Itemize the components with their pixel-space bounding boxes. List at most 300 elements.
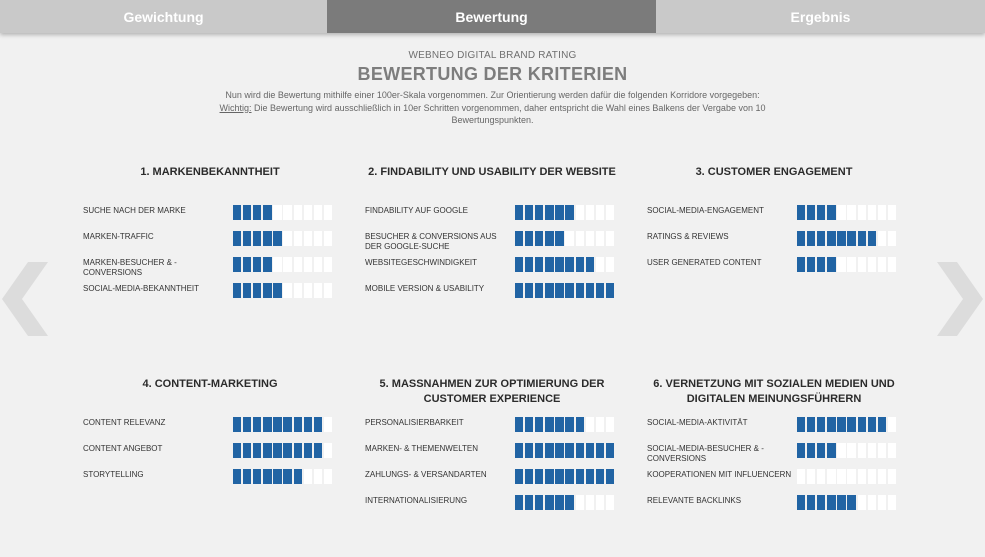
rating-bar-80[interactable] xyxy=(868,205,876,220)
criterion-row xyxy=(362,495,622,513)
rating-bar-70[interactable] xyxy=(858,469,866,484)
criterion-label: FINDABILITY AUF GOOGLE xyxy=(365,206,468,215)
rating-bar-20[interactable] xyxy=(807,417,815,432)
rating-bar-30[interactable] xyxy=(817,469,825,484)
rating-bar-30[interactable] xyxy=(817,231,825,246)
rating-bar-90[interactable] xyxy=(878,205,886,220)
rating-bar-10[interactable] xyxy=(797,469,805,484)
criterion-label: STORYTELLING xyxy=(83,470,144,479)
rating-bar-70[interactable] xyxy=(294,443,302,458)
rating-bar-20[interactable] xyxy=(525,231,533,246)
rating-bar-50[interactable] xyxy=(273,283,281,298)
rating-bar-group xyxy=(797,205,898,220)
rating-bar-10[interactable] xyxy=(515,469,523,484)
category-title: 2. FINDABILITY UND USABILITY DER WEBSITE xyxy=(368,166,616,178)
criterion-row xyxy=(644,417,904,435)
rating-bar-20[interactable] xyxy=(525,257,533,272)
criterion-label: RELEVANTE BACKLINKS xyxy=(647,496,742,505)
rating-bar-50[interactable] xyxy=(555,417,563,432)
rating-bar-20[interactable] xyxy=(525,417,533,432)
rating-bar-90[interactable] xyxy=(596,231,604,246)
step-tabs xyxy=(0,0,985,33)
rating-bar-group xyxy=(233,469,334,484)
rating-bar-20[interactable] xyxy=(243,417,251,432)
criterion-label: CONTENT RELEVANZ xyxy=(83,418,166,427)
rating-bar-50[interactable] xyxy=(837,417,845,432)
page-title: BEWERTUNG DER KRITERIEN xyxy=(357,64,628,84)
rating-bar-30[interactable] xyxy=(253,417,261,432)
rating-bar-30[interactable] xyxy=(253,443,261,458)
rating-bar-group xyxy=(233,205,334,220)
rating-bar-80[interactable] xyxy=(586,205,594,220)
rating-bar-90[interactable] xyxy=(596,205,604,220)
rating-bar-80[interactable] xyxy=(304,417,312,432)
criterion-row xyxy=(80,231,340,249)
rating-bar-10[interactable] xyxy=(233,417,241,432)
rating-bar-30[interactable] xyxy=(535,231,543,246)
rating-bar-60[interactable] xyxy=(847,231,855,246)
rating-bar-60[interactable] xyxy=(565,205,573,220)
rating-bar-20[interactable] xyxy=(243,443,251,458)
rating-bar-70[interactable] xyxy=(858,417,866,432)
rating-bar-10[interactable] xyxy=(233,283,241,298)
rating-bar-70[interactable] xyxy=(576,231,584,246)
rating-bar-100[interactable] xyxy=(888,205,896,220)
criterion-label: KOOPERATIONEN MIT INFLUENCERN xyxy=(647,470,792,479)
rating-bar-80[interactable] xyxy=(304,257,312,272)
criterion-row xyxy=(644,231,904,249)
criterion-label: INTERNATIONALISIERUNG xyxy=(365,496,468,505)
rating-bar-60[interactable] xyxy=(283,443,291,458)
rating-bar-50[interactable] xyxy=(837,231,845,246)
rating-bar-20[interactable] xyxy=(525,205,533,220)
rating-bar-70[interactable] xyxy=(576,495,584,510)
rating-bar-70[interactable] xyxy=(576,283,584,298)
rating-bar-40[interactable] xyxy=(263,469,271,484)
rating-bar-60[interactable] xyxy=(565,469,573,484)
criterion-row xyxy=(362,231,622,249)
rating-bar-60[interactable] xyxy=(283,231,291,246)
rating-bar-40[interactable] xyxy=(263,283,271,298)
rating-bar-100[interactable] xyxy=(324,443,332,458)
rating-bar-90[interactable] xyxy=(314,257,322,272)
rating-bar-80[interactable] xyxy=(868,443,876,458)
criterion-label: CONTENT ANGEBOT xyxy=(83,444,163,453)
chevron-right-icon xyxy=(933,262,983,336)
prev-button[interactable] xyxy=(2,262,52,336)
rating-bar-50[interactable] xyxy=(837,495,845,510)
rating-bar-20[interactable] xyxy=(525,443,533,458)
category-title: 3. CUSTOMER ENGAGEMENT xyxy=(695,166,853,178)
category-title: 6. VERNETZUNG MIT SOZIALEN MEDIEN UND DIGITALEN MEINUNGSFÜHRERN xyxy=(653,378,895,405)
rating-bar-group xyxy=(515,257,616,272)
rating-bar-60[interactable] xyxy=(847,469,855,484)
rating-bar-60[interactable] xyxy=(565,495,573,510)
rating-bar-20[interactable] xyxy=(807,495,815,510)
rating-bar-90[interactable] xyxy=(314,231,322,246)
rating-bar-60[interactable] xyxy=(283,469,291,484)
rating-bar-60[interactable] xyxy=(565,283,573,298)
rating-bar-group xyxy=(797,469,898,484)
rating-bar-70[interactable] xyxy=(858,443,866,458)
rating-bar-10[interactable] xyxy=(233,205,241,220)
rating-bar-50[interactable] xyxy=(555,469,563,484)
rating-bar-90[interactable] xyxy=(314,417,322,432)
rating-bar-90[interactable] xyxy=(878,443,886,458)
tab-ergebnis[interactable]: Ergebnis xyxy=(656,0,985,33)
rating-bar-10[interactable] xyxy=(233,469,241,484)
rating-bar-80[interactable] xyxy=(868,257,876,272)
rating-bar-70[interactable] xyxy=(576,443,584,458)
criterion-label: RATINGS & REVIEWS xyxy=(647,232,729,241)
criterion-label: BESUCHER & CONVERSIONS AUS DER GOOGLE-SUCHE xyxy=(365,232,497,251)
page-kicker: WEBNEO DIGITAL BRAND RATING xyxy=(408,50,577,61)
rating-bar-60[interactable] xyxy=(283,417,291,432)
rating-bar-100[interactable] xyxy=(606,469,614,484)
rating-bar-100[interactable] xyxy=(888,257,896,272)
rating-bar-100[interactable] xyxy=(324,231,332,246)
criterion-row xyxy=(362,469,622,487)
rating-bar-80[interactable] xyxy=(304,283,312,298)
rating-bar-10[interactable] xyxy=(515,443,523,458)
rating-bar-group xyxy=(797,495,898,510)
rating-bar-30[interactable] xyxy=(535,495,543,510)
rating-bar-70[interactable] xyxy=(294,417,302,432)
rating-bar-80[interactable] xyxy=(586,469,594,484)
rating-bar-10[interactable] xyxy=(233,231,241,246)
rating-bar-20[interactable] xyxy=(807,205,815,220)
rating-bar-100[interactable] xyxy=(324,283,332,298)
rating-bar-100[interactable] xyxy=(606,417,614,432)
criterion-row xyxy=(80,205,340,223)
rating-bar-90[interactable] xyxy=(878,495,886,510)
rating-bar-20[interactable] xyxy=(525,495,533,510)
rating-bar-70[interactable] xyxy=(858,205,866,220)
rating-bar-100[interactable] xyxy=(888,231,896,246)
rating-bar-50[interactable] xyxy=(555,231,563,246)
criterion-row xyxy=(80,283,340,301)
rating-bar-40[interactable] xyxy=(263,417,271,432)
rating-bar-70[interactable] xyxy=(858,231,866,246)
criterion-row xyxy=(644,443,904,461)
rating-bar-80[interactable] xyxy=(586,231,594,246)
criterion-label: SUCHE NACH DER MARKE xyxy=(83,206,186,215)
rating-bar-60[interactable] xyxy=(847,495,855,510)
rating-bar-20[interactable] xyxy=(243,283,251,298)
important-label: Wichtig: xyxy=(219,102,252,113)
rating-bar-group xyxy=(515,205,616,220)
rating-bar-30[interactable] xyxy=(535,417,543,432)
rating-bar-30[interactable] xyxy=(535,443,543,458)
rating-bar-60[interactable] xyxy=(283,283,291,298)
rating-bar-100[interactable] xyxy=(606,443,614,458)
rating-bar-80[interactable] xyxy=(868,469,876,484)
rating-bar-70[interactable] xyxy=(576,205,584,220)
rating-bar-50[interactable] xyxy=(555,205,563,220)
rating-bar-40[interactable] xyxy=(545,283,553,298)
rating-bar-100[interactable] xyxy=(606,257,614,272)
rating-bar-40[interactable] xyxy=(545,495,553,510)
criterion-row xyxy=(644,495,904,513)
rating-bar-30[interactable] xyxy=(253,283,261,298)
criterion-row xyxy=(80,417,340,435)
rating-bar-30[interactable] xyxy=(817,417,825,432)
rating-bar-group xyxy=(233,443,334,458)
rating-bar-90[interactable] xyxy=(314,469,322,484)
rating-bar-70[interactable] xyxy=(858,257,866,272)
rating-bar-10[interactable] xyxy=(515,257,523,272)
rating-bar-90[interactable] xyxy=(878,231,886,246)
rating-bar-90[interactable] xyxy=(314,283,322,298)
rating-bar-40[interactable] xyxy=(827,231,835,246)
criterion-label: ZAHLUNGS- & VERSANDARTEN xyxy=(365,470,487,479)
rating-bar-90[interactable] xyxy=(314,205,322,220)
rating-bar-50[interactable] xyxy=(273,443,281,458)
criterion-label: SOCIAL-MEDIA-AKTIVITÄT xyxy=(647,418,748,427)
rating-bar-60[interactable] xyxy=(847,257,855,272)
criterion-row xyxy=(644,469,904,487)
criterion-row xyxy=(362,443,622,461)
page-description xyxy=(203,89,783,127)
rating-bar-80[interactable] xyxy=(304,443,312,458)
rating-bar-10[interactable] xyxy=(515,417,523,432)
rating-bar-60[interactable] xyxy=(565,443,573,458)
criterion-label: MARKEN-TRAFFIC xyxy=(83,232,154,241)
rating-bar-80[interactable] xyxy=(586,283,594,298)
rating-bar-50[interactable] xyxy=(837,257,845,272)
description-line: Nun wird die Bewertung mithilfe einer 100er-Skala vorgenommen. Zur Orientierung werden dafür die folgenden Korridore vorgegeben: xyxy=(225,90,760,100)
rating-bar-group xyxy=(797,443,898,458)
rating-bar-50[interactable] xyxy=(837,205,845,220)
rating-bar-40[interactable] xyxy=(263,443,271,458)
rating-bar-100[interactable] xyxy=(324,257,332,272)
rating-bar-group xyxy=(515,231,616,246)
rating-bar-60[interactable] xyxy=(283,205,291,220)
rating-bar-80[interactable] xyxy=(868,417,876,432)
rating-bar-10[interactable] xyxy=(797,417,805,432)
rating-bar-50[interactable] xyxy=(273,231,281,246)
rating-bar-group xyxy=(233,417,334,432)
criterion-label: MARKEN- & THEMENWELTEN xyxy=(365,444,479,453)
criterion-label: USER GENERATED CONTENT xyxy=(647,258,762,267)
criterion-row xyxy=(362,417,622,435)
rating-bar-40[interactable] xyxy=(263,257,271,272)
rating-bar-20[interactable] xyxy=(243,469,251,484)
category-title: 5. MASSNAHMEN ZUR OPTIMIERUNG DER CUSTOMER EXPERIENCE xyxy=(379,378,605,405)
rating-bar-50[interactable] xyxy=(273,417,281,432)
rating-bar-10[interactable] xyxy=(515,205,523,220)
rating-bar-30[interactable] xyxy=(535,257,543,272)
rating-bar-40[interactable] xyxy=(827,417,835,432)
criterion-row xyxy=(80,443,340,461)
rating-bar-60[interactable] xyxy=(565,417,573,432)
next-button[interactable] xyxy=(933,262,983,336)
rating-bar-80[interactable] xyxy=(586,443,594,458)
rating-bar-10[interactable] xyxy=(515,283,523,298)
rating-bar-50[interactable] xyxy=(273,257,281,272)
criterion-label: WEBSITEGESCHWINDIGKEIT xyxy=(365,258,478,267)
rating-bar-40[interactable] xyxy=(545,417,553,432)
criterion-row xyxy=(362,257,622,275)
rating-bar-70[interactable] xyxy=(294,283,302,298)
rating-bar-50[interactable] xyxy=(555,257,563,272)
rating-bar-10[interactable] xyxy=(233,443,241,458)
rating-bar-90[interactable] xyxy=(314,443,322,458)
rating-bar-100[interactable] xyxy=(324,205,332,220)
rating-bar-100[interactable] xyxy=(606,205,614,220)
rating-bar-10[interactable] xyxy=(797,231,805,246)
rating-bar-10[interactable] xyxy=(797,495,805,510)
rating-bar-60[interactable] xyxy=(847,443,855,458)
rating-bar-70[interactable] xyxy=(576,417,584,432)
criterion-row xyxy=(644,205,904,223)
rating-bar-70[interactable] xyxy=(858,495,866,510)
rating-bar-40[interactable] xyxy=(827,469,835,484)
rating-bar-50[interactable] xyxy=(273,469,281,484)
rating-bar-90[interactable] xyxy=(596,283,604,298)
rating-bar-group xyxy=(233,283,334,298)
rating-bar-80[interactable] xyxy=(868,495,876,510)
rating-bar-20[interactable] xyxy=(807,231,815,246)
rating-bar-70[interactable] xyxy=(294,231,302,246)
rating-bar-50[interactable] xyxy=(555,495,563,510)
rating-bar-group xyxy=(797,417,898,432)
tab-bewertung[interactable]: Bewertung xyxy=(327,0,656,33)
rating-bar-90[interactable] xyxy=(596,417,604,432)
rating-bar-80[interactable] xyxy=(586,257,594,272)
rating-bar-100[interactable] xyxy=(606,283,614,298)
rating-bar-80[interactable] xyxy=(304,231,312,246)
criterion-row xyxy=(80,469,340,487)
rating-bar-50[interactable] xyxy=(555,443,563,458)
rating-bar-50[interactable] xyxy=(555,283,563,298)
rating-bar-10[interactable] xyxy=(797,257,805,272)
rating-bar-30[interactable] xyxy=(253,205,261,220)
description-note: Die Bewertung wird ausschließlich in 10er Schritten vorgenommen, daher entspricht die Wahl eines Balkens der Vergabe von 10 Bewertungspunkten. xyxy=(251,102,766,125)
rating-bar-70[interactable] xyxy=(576,257,584,272)
rating-bar-10[interactable] xyxy=(797,443,805,458)
rating-bar-20[interactable] xyxy=(807,443,815,458)
rating-bar-group xyxy=(515,469,616,484)
category-title: 1. MARKENBEKANNTHEIT xyxy=(140,166,280,178)
rating-bar-80[interactable] xyxy=(868,231,876,246)
criterion-label: MARKEN-BESUCHER & -CONVERSIONS xyxy=(83,258,177,277)
rating-bar-30[interactable] xyxy=(817,205,825,220)
criterion-row xyxy=(362,283,622,301)
criterion-row xyxy=(80,257,340,275)
criterion-row xyxy=(644,257,904,275)
rating-bar-90[interactable] xyxy=(878,417,886,432)
rating-bar-10[interactable] xyxy=(233,257,241,272)
rating-bar-60[interactable] xyxy=(847,417,855,432)
rating-bar-20[interactable] xyxy=(807,257,815,272)
rating-bar-20[interactable] xyxy=(525,283,533,298)
rating-bar-30[interactable] xyxy=(253,257,261,272)
rating-bar-40[interactable] xyxy=(827,495,835,510)
rating-bar-40[interactable] xyxy=(263,205,271,220)
rating-bar-80[interactable] xyxy=(586,417,594,432)
rating-bar-50[interactable] xyxy=(837,443,845,458)
rating-bar-90[interactable] xyxy=(878,257,886,272)
rating-bar-10[interactable] xyxy=(515,495,523,510)
rating-bar-70[interactable] xyxy=(294,469,302,484)
rating-bar-100[interactable] xyxy=(888,469,896,484)
rating-bar-20[interactable] xyxy=(243,257,251,272)
criterion-label: SOCIAL-MEDIA-ENGAGEMENT xyxy=(647,206,764,215)
rating-bar-100[interactable] xyxy=(888,417,896,432)
chevron-left-icon xyxy=(2,262,52,336)
rating-bar-30[interactable] xyxy=(817,443,825,458)
rating-bar-50[interactable] xyxy=(273,205,281,220)
rating-bar-30[interactable] xyxy=(535,469,543,484)
rating-bar-90[interactable] xyxy=(878,469,886,484)
rating-bar-30[interactable] xyxy=(535,205,543,220)
rating-bar-group xyxy=(797,231,898,246)
rating-bar-30[interactable] xyxy=(817,257,825,272)
rating-bar-40[interactable] xyxy=(827,205,835,220)
rating-bar-20[interactable] xyxy=(525,469,533,484)
intro-section xyxy=(0,50,985,127)
rating-bar-60[interactable] xyxy=(847,205,855,220)
rating-bar-10[interactable] xyxy=(515,231,523,246)
rating-bar-40[interactable] xyxy=(263,231,271,246)
rating-bar-30[interactable] xyxy=(253,469,261,484)
category-title: 4. CONTENT-MARKETING xyxy=(142,378,278,390)
rating-bar-20[interactable] xyxy=(807,469,815,484)
rating-bar-100[interactable] xyxy=(324,417,332,432)
rating-bar-100[interactable] xyxy=(606,495,614,510)
rating-bar-40[interactable] xyxy=(545,231,553,246)
rating-bar-90[interactable] xyxy=(596,469,604,484)
rating-bar-30[interactable] xyxy=(253,231,261,246)
rating-bar-70[interactable] xyxy=(294,205,302,220)
rating-bar-40[interactable] xyxy=(545,205,553,220)
rating-bar-80[interactable] xyxy=(586,495,594,510)
rating-bar-40[interactable] xyxy=(545,443,553,458)
rating-bar-40[interactable] xyxy=(545,257,553,272)
criterion-row xyxy=(362,205,622,223)
rating-bar-30[interactable] xyxy=(535,283,543,298)
rating-bar-90[interactable] xyxy=(596,495,604,510)
rating-bar-20[interactable] xyxy=(243,205,251,220)
rating-bar-40[interactable] xyxy=(827,257,835,272)
rating-bar-90[interactable] xyxy=(596,257,604,272)
rating-bar-60[interactable] xyxy=(565,231,573,246)
rating-bar-100[interactable] xyxy=(606,231,614,246)
rating-bar-70[interactable] xyxy=(294,257,302,272)
criterion-label: SOCIAL-MEDIA-BESUCHER & -CONVERSIONS xyxy=(647,444,764,463)
rating-bar-100[interactable] xyxy=(888,495,896,510)
rating-bar-60[interactable] xyxy=(283,257,291,272)
rating-bar-60[interactable] xyxy=(565,257,573,272)
rating-bar-30[interactable] xyxy=(817,495,825,510)
rating-bar-group xyxy=(515,283,616,298)
rating-bar-group xyxy=(515,417,616,432)
tab-gewichtung[interactable]: Gewichtung xyxy=(0,0,327,33)
rating-bar-80[interactable] xyxy=(304,469,312,484)
rating-bar-80[interactable] xyxy=(304,205,312,220)
rating-bar-70[interactable] xyxy=(576,469,584,484)
rating-bar-90[interactable] xyxy=(596,443,604,458)
rating-bar-group xyxy=(233,231,334,246)
rating-bar-40[interactable] xyxy=(827,443,835,458)
rating-bar-50[interactable] xyxy=(837,469,845,484)
rating-bar-100[interactable] xyxy=(324,469,332,484)
rating-bar-20[interactable] xyxy=(243,231,251,246)
rating-bar-40[interactable] xyxy=(545,469,553,484)
rating-bar-100[interactable] xyxy=(888,443,896,458)
rating-bar-10[interactable] xyxy=(797,205,805,220)
